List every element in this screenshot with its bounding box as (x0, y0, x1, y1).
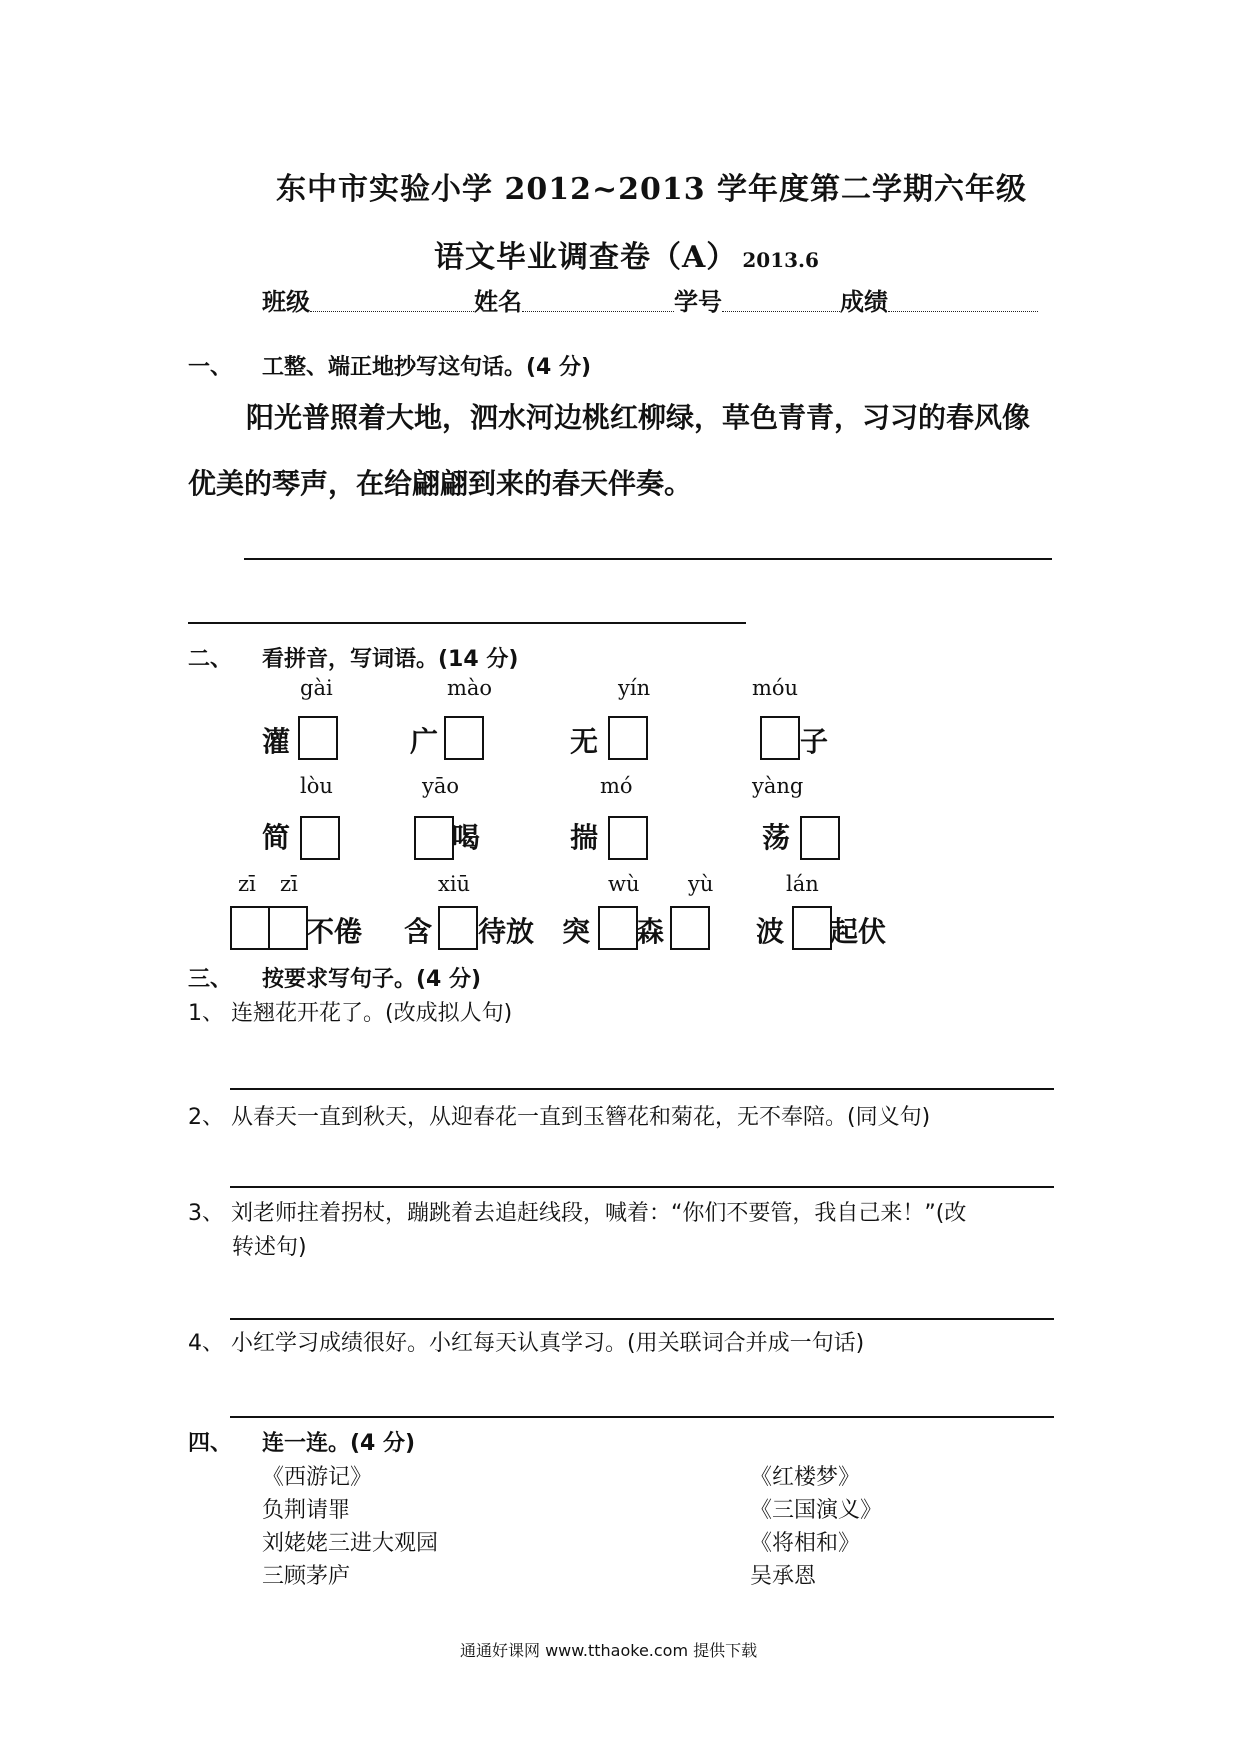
student-id-label: 学号 (674, 287, 722, 316)
match-right-1[interactable]: 《红楼梦》 (750, 1465, 861, 1490)
copy-answer-line2[interactable] (188, 622, 746, 624)
copy-text-line1: 阳光普照着大地，泗水河边桃红柳绿，草色青青，习习的春风像 (246, 401, 1031, 434)
char-he: 喝 (452, 821, 481, 854)
pinyin-lou: lòu (300, 774, 333, 798)
score-blank[interactable] (888, 289, 1038, 312)
pinyin-yao: yāo (422, 774, 460, 798)
pinyin-zi-2: zī (280, 872, 298, 896)
section2-number: 二、 (188, 647, 233, 672)
student-id-blank[interactable] (722, 289, 840, 312)
char-bujuan: 不倦 (306, 915, 363, 948)
answer-box-gai[interactable] (298, 716, 338, 760)
section3-title: 按要求写句子。(4 分) (262, 967, 482, 992)
match-right-4[interactable]: 吴承恩 (750, 1564, 817, 1589)
answer-box-mao[interactable] (444, 716, 484, 760)
char-qifu: 起伏 (830, 915, 887, 948)
match-right-3[interactable]: 《将相和》 (750, 1531, 861, 1556)
section2-title: 看拼音，写词语。(14 分) (262, 647, 519, 672)
answer-line-q2[interactable] (230, 1186, 1054, 1188)
pinyin-yang: yàng (752, 774, 804, 798)
section2-heading (188, 642, 518, 673)
section1-number: 一、 (188, 355, 233, 380)
char-chuai: 揣 (570, 821, 599, 854)
student-info-row (262, 282, 1038, 317)
answer-box-zi-2[interactable] (268, 906, 308, 950)
section1-title: 工整、端正地抄写这句话。(4 分) (262, 355, 592, 380)
answer-box-xiu[interactable] (438, 906, 478, 950)
char-wu: 无 (570, 725, 599, 758)
answer-line-q4[interactable] (230, 1416, 1054, 1418)
answer-box-mo[interactable] (608, 816, 648, 860)
pinyin-lan: lán (786, 872, 819, 896)
answer-box-lan[interactable] (792, 906, 832, 950)
pinyin-zi-1: zī (238, 872, 256, 896)
class-blank[interactable] (310, 289, 474, 312)
name-blank[interactable] (522, 289, 674, 312)
pinyin-yu: yù (688, 872, 714, 896)
char-bo: 波 (756, 915, 785, 948)
answer-box-yao[interactable] (414, 816, 454, 860)
section4-heading (188, 1426, 415, 1457)
char-guang: 广 (410, 725, 439, 758)
match-left-1[interactable]: 《西游记》 (262, 1465, 373, 1490)
char-dang: 荡 (762, 821, 791, 854)
char-jian: 简 (262, 821, 291, 854)
char-tu: 突 (562, 915, 591, 948)
question-3-line1: 3、 刘老师拄着拐杖，蹦跳着去追赶线段，喊着：“你们不要管，我自己来！”(改 (188, 1201, 967, 1226)
answer-box-lou[interactable] (300, 816, 340, 860)
pinyin-xiu: xiū (438, 872, 471, 896)
char-zi: 子 (800, 725, 829, 758)
pinyin-mou: móu (752, 676, 799, 700)
answer-box-mou[interactable] (760, 716, 800, 760)
copy-text-line2: 优美的琴声，在给翩翩到来的春天伴奏。 (188, 467, 693, 500)
pinyin-wu: wù (608, 872, 640, 896)
section4-title: 连一连。(4 分) (262, 1431, 416, 1456)
question-2: 2、 从春天一直到秋天，从迎春花一直到玉簪花和菊花，无不奉陪。(同义句) (188, 1105, 931, 1130)
name-label: 姓名 (474, 287, 522, 316)
pinyin-mao: mào (447, 676, 493, 700)
pinyin-mo: mó (600, 774, 633, 798)
exam-date: 2013.6 (742, 248, 819, 272)
question-3-line2: 转述句) (232, 1235, 307, 1260)
section4-number: 四、 (188, 1431, 233, 1456)
copy-answer-line1[interactable] (244, 558, 1052, 560)
char-guan: 灌 (262, 725, 291, 758)
section3-number: 三、 (188, 967, 233, 992)
answer-line-q1[interactable] (230, 1088, 1054, 1090)
match-left-3[interactable]: 刘姥姥三进大观园 (262, 1531, 439, 1556)
char-han: 含 (404, 915, 433, 948)
question-4: 4、 小红学习成绩很好。小红每天认真学习。(用关联词合并成一句话) (188, 1331, 865, 1356)
exam-title-line2-wrap (434, 232, 819, 276)
pinyin-gai: gài (300, 676, 333, 700)
char-sen: 森 (636, 915, 665, 948)
match-left-4[interactable]: 三顾茅庐 (262, 1564, 351, 1589)
footer-credit: 通通好课网 www.tthaoke.com 提供下载 (460, 1641, 758, 1660)
match-right-2[interactable]: 《三国演义》 (750, 1498, 883, 1523)
answer-box-yang[interactable] (800, 816, 840, 860)
answer-box-yin[interactable] (608, 716, 648, 760)
answer-box-wu[interactable] (598, 906, 638, 950)
pinyin-yin: yín (618, 676, 651, 700)
section3-heading (188, 962, 481, 993)
exam-title-line1: 东中市实验小学 2012~2013 学年度第二学期六年级 (276, 172, 1028, 207)
section1-heading (188, 350, 591, 381)
answer-box-yu[interactable] (670, 906, 710, 950)
answer-line-q3[interactable] (230, 1318, 1054, 1320)
class-label: 班级 (262, 287, 310, 316)
match-left-2[interactable]: 负荆请罪 (262, 1498, 351, 1523)
answer-box-zi-1[interactable] (230, 906, 270, 950)
char-daifang: 待放 (478, 915, 535, 948)
exam-title-line2: 语文毕业调查卷（A） (434, 240, 738, 275)
question-1: 1、 连翘花开花了。(改成拟人句) (188, 1001, 513, 1026)
score-label: 成绩 (840, 287, 888, 316)
